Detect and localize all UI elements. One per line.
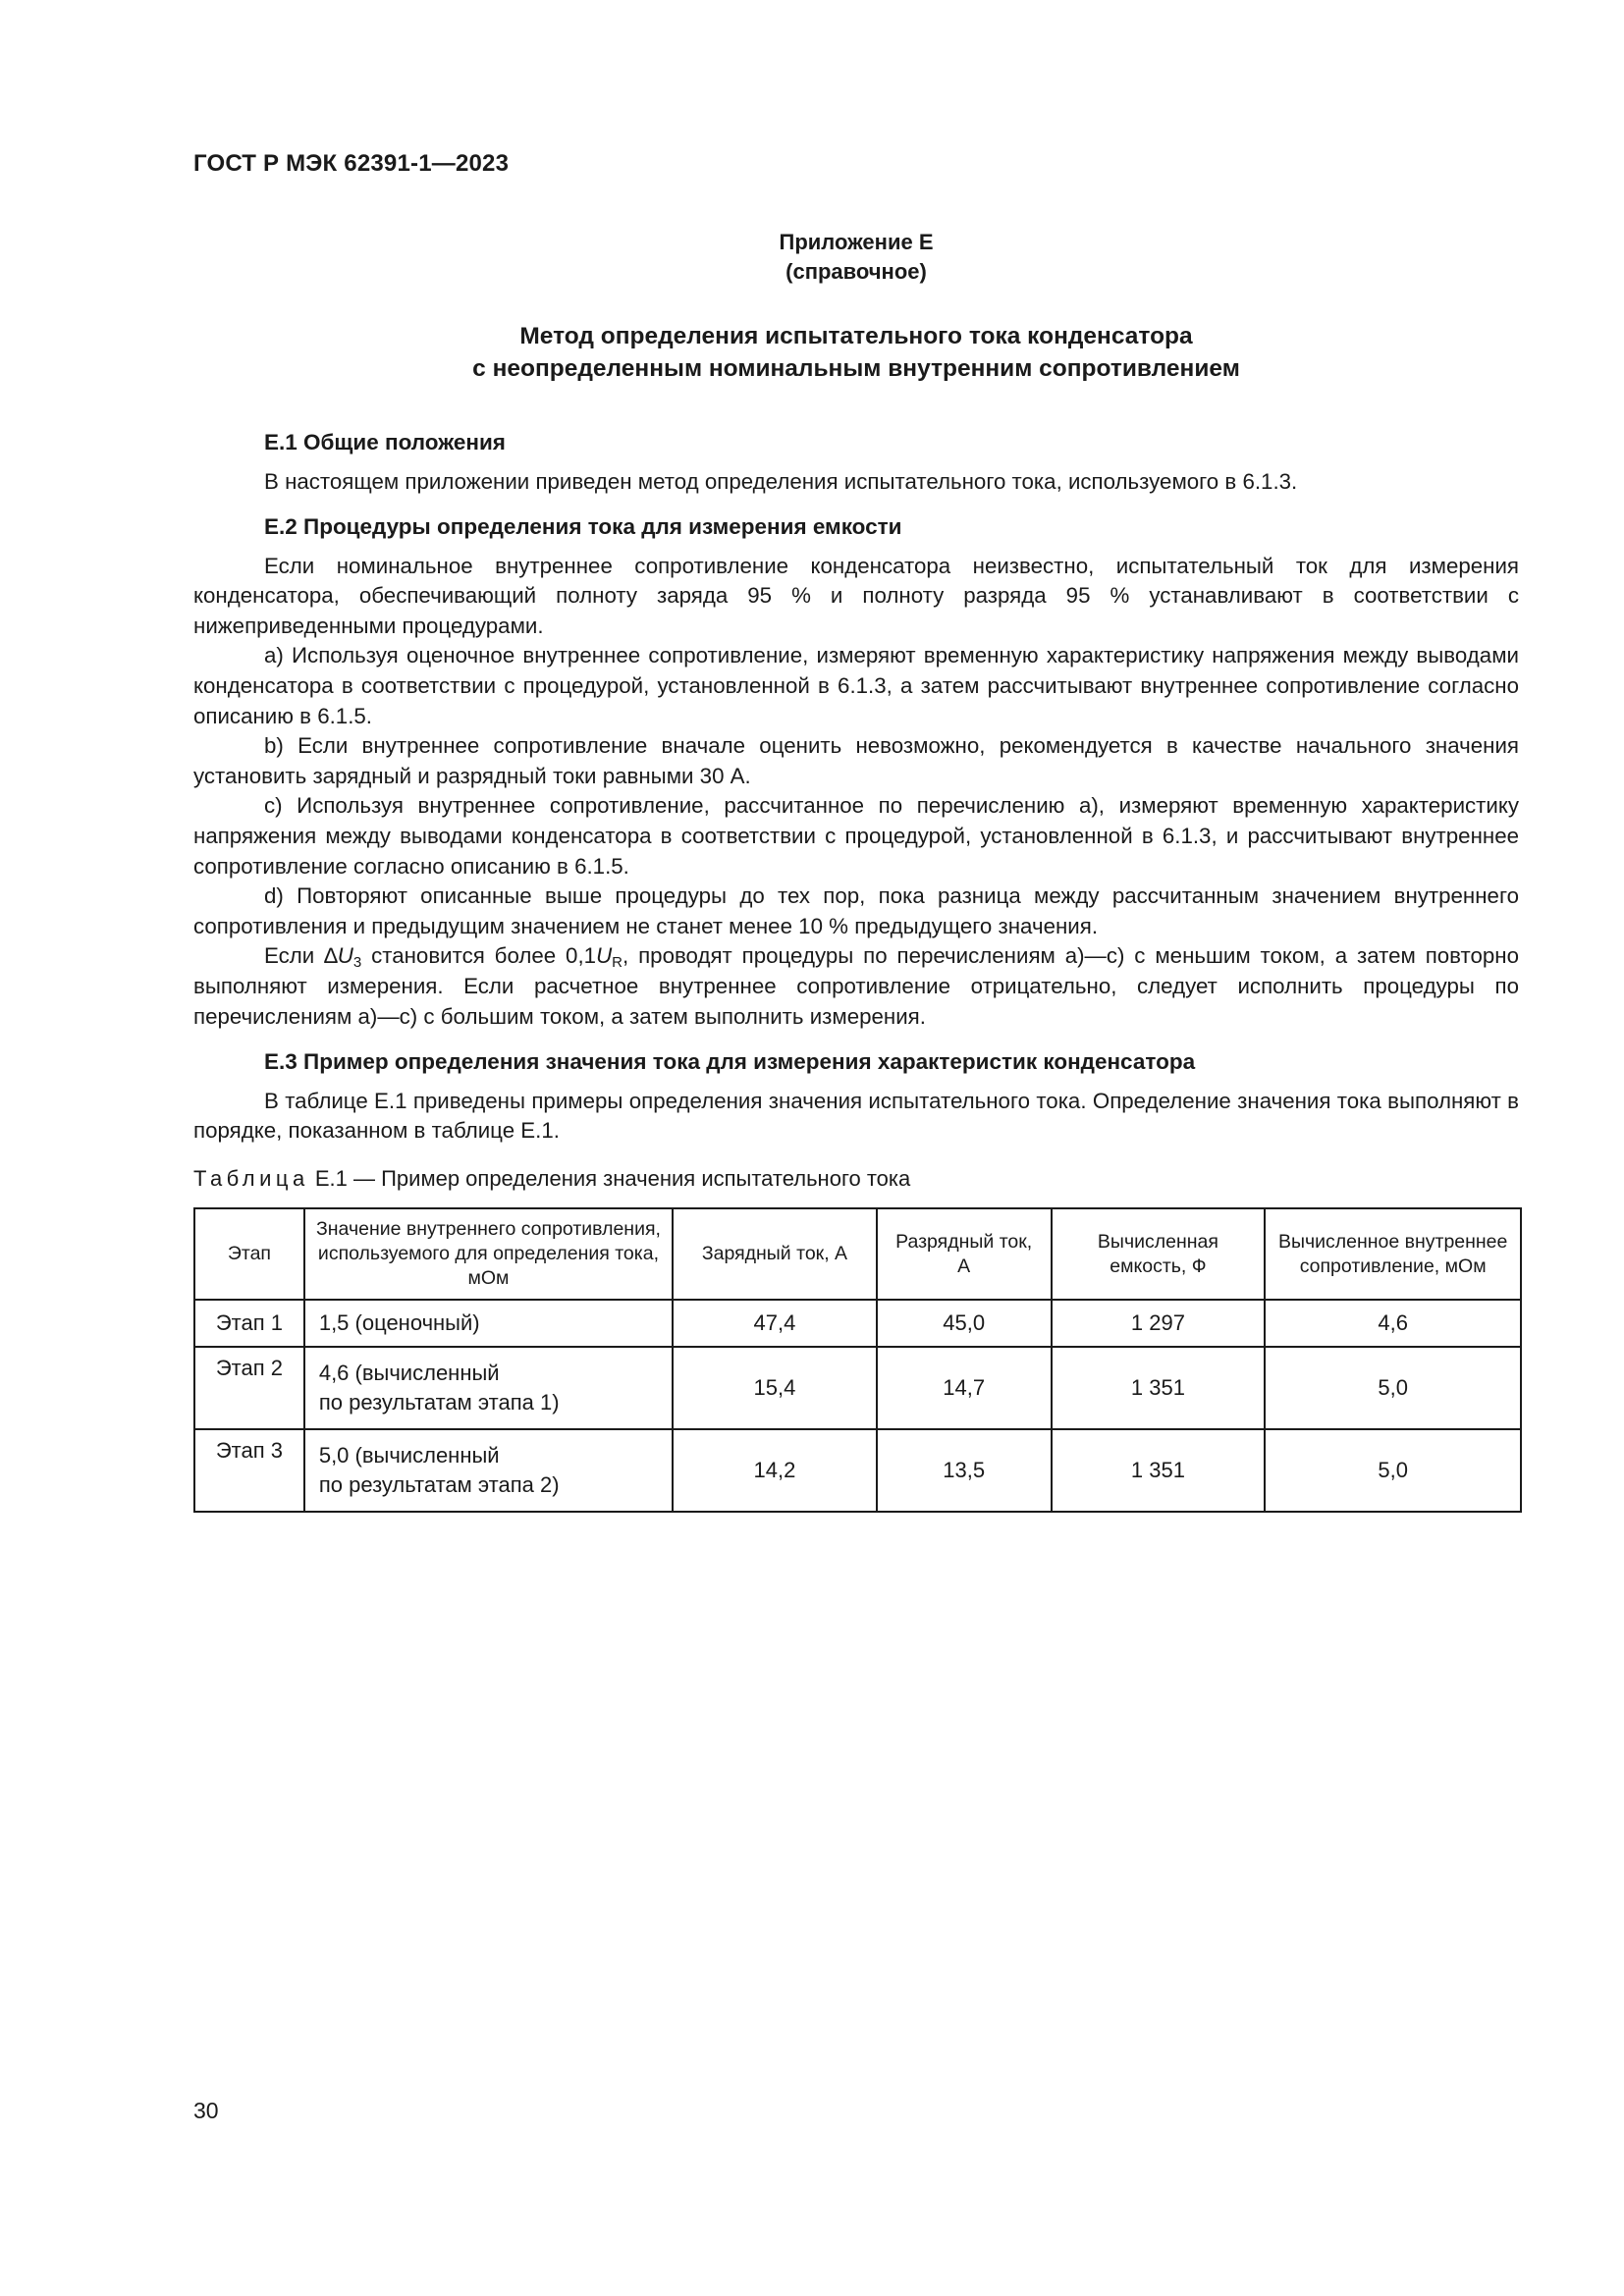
header-stage: Этап	[194, 1208, 304, 1300]
cell-capacitance: 1 351	[1052, 1347, 1266, 1429]
section-e2-item-d: d) Повторяют описанные выше процедуры до тех пор, пока разница между рассчитанным значением внутреннего сопротивления и предыдущим значением не станет менее 10 % предыдущего значения.	[193, 883, 1519, 938]
cell-calculated-resistance: 5,0	[1265, 1429, 1521, 1512]
cell-resistance-line-1: 5,0 (вычисленный	[318, 1443, 500, 1468]
section-e2	[193, 512, 1519, 1032]
cell-resistance-line-1: 1,5 (оценочный)	[318, 1310, 480, 1335]
header-capacitance: Вычисленная емкость, Ф	[1052, 1208, 1266, 1300]
cell-calculated-resistance: 4,6	[1265, 1300, 1521, 1347]
cell-resistance-line-2: по результатам этапа 2)	[318, 1472, 560, 1497]
section-e1-heading: Е.1 Общие положения	[264, 430, 506, 454]
cell-charge-current: 15,4	[673, 1347, 877, 1429]
section-e2-item-a: a) Используя оценочное внутреннее сопротивление, измеряют временную характеристику напряжения между выводами конденсатора в соответствии с процедурой, установленной в 6.1.3, а затем рассчитывают внутреннее сопротивление согласно описанию в 6.1.5.	[193, 643, 1519, 728]
cell-resistance-used	[304, 1300, 673, 1347]
final-u-subscript-3: 3	[352, 954, 362, 972]
table-caption-text: Е.1 — Пример определения значения испытательного тока	[308, 1166, 911, 1191]
final-u-subscript-r: R	[612, 954, 623, 972]
section-e2-intro: Если номинальное внутреннее сопротивление конденсатора неизвестно, испытательный ток для измерения конденсатора, обеспечивающий полноту заряда 95 % и полноту разряда 95 % устанавливают в соответствии с нижеприведенными процедурами.	[193, 553, 1519, 638]
cell-discharge-current: 14,7	[877, 1347, 1052, 1429]
final-part-2: становится более 0,1	[361, 943, 597, 969]
section-e3-text: В таблице Е.1 приведены примеры определения значения испытательного тока. Определение значения тока выполняют в порядке, показанном в таблице Е.1.	[193, 1088, 1519, 1144]
section-e2-final	[193, 941, 1519, 1032]
final-u-symbol: U	[337, 943, 353, 969]
cell-calculated-resistance: 5,0	[1265, 1347, 1521, 1429]
header-charge-current: Зарядный ток, А	[673, 1208, 877, 1300]
data-table	[193, 1207, 1522, 1513]
cell-capacitance: 1 351	[1052, 1429, 1266, 1512]
cell-resistance-line-1: 4,6 (вычисленный	[318, 1361, 500, 1385]
cell-resistance-used	[304, 1347, 673, 1429]
annex-title: Приложение Е	[779, 230, 934, 254]
section-e1-text: В настоящем приложении приведен метод определения испытательного тока, используемого в 6.1.3.	[264, 468, 1298, 494]
method-title-line-2: с неопределенным номинальным внутренним сопротивлением	[472, 355, 1240, 382]
table-caption-word: Таблица	[193, 1166, 309, 1191]
section-e2-item-b: b) Если внутреннее сопротивление вначале оценить невозможно, рекомендуется в качестве начального значения установить зарядный и разрядный токи равными 30 А.	[193, 733, 1519, 788]
cell-resistance-used	[304, 1429, 673, 1512]
header-calculated-resistance: Вычисленное внутреннее сопротивление, мОм	[1265, 1208, 1521, 1300]
table-row	[194, 1300, 1521, 1347]
header-resistance-used: Значение внутреннего сопротивления, используемого для определения тока, мОм	[304, 1208, 673, 1300]
header-discharge-current: Разрядный ток, А	[877, 1208, 1052, 1300]
method-title-line-1: Метод определения испытательного тока конденсатора	[519, 323, 1193, 349]
annex-status: (справочное)	[785, 259, 927, 284]
cell-charge-current: 14,2	[673, 1429, 877, 1512]
cell-stage: Этап 3	[194, 1429, 304, 1512]
cell-discharge-current: 13,5	[877, 1429, 1052, 1512]
section-e2-item-c: c) Используя внутреннее сопротивление, рассчитанное по перечислению a), измеряют временную характеристику напряжения между выводами конденсатора в соответствии с процедурой, установленной в 6.1.3, и рассчитывают внутреннее сопротивление согласно описанию в 6.1.5.	[193, 793, 1519, 879]
cell-discharge-current: 45,0	[877, 1300, 1052, 1347]
table-row	[194, 1347, 1521, 1429]
section-e2-heading: Е.2 Процедуры определения тока для измерения емкости	[264, 514, 902, 539]
section-e1	[193, 428, 1519, 497]
cell-capacitance: 1 297	[1052, 1300, 1266, 1347]
document-code: ГОСТ Р МЭК 62391-1—2023	[193, 150, 510, 177]
section-e3	[193, 1047, 1519, 1147]
final-ur-symbol: U	[596, 943, 613, 969]
section-e3-heading: Е.3 Пример определения значения тока для измерения характеристик конденсатора	[264, 1049, 1196, 1074]
cell-stage: Этап 2	[194, 1347, 304, 1429]
final-part-1: Если ∆	[264, 943, 338, 969]
table-header-row	[194, 1208, 1521, 1300]
table-caption	[193, 1166, 910, 1192]
cell-charge-current: 47,4	[673, 1300, 877, 1347]
cell-stage: Этап 1	[194, 1300, 304, 1347]
final-part-3: , проводят процедуры по перечислениям a)—c) с меньшим током, а затем повторно выполняют измерения. Если расчетное внутреннее сопротивление отрицательно, следует исполнить процедуры по перечислениям a)—c) с большим током, а затем выполнить измерения.	[193, 943, 1520, 1029]
page-number: 30	[193, 2098, 219, 2123]
table-row	[194, 1429, 1521, 1512]
cell-resistance-line-2: по результатам этапа 1)	[318, 1390, 560, 1415]
method-title	[193, 320, 1519, 385]
